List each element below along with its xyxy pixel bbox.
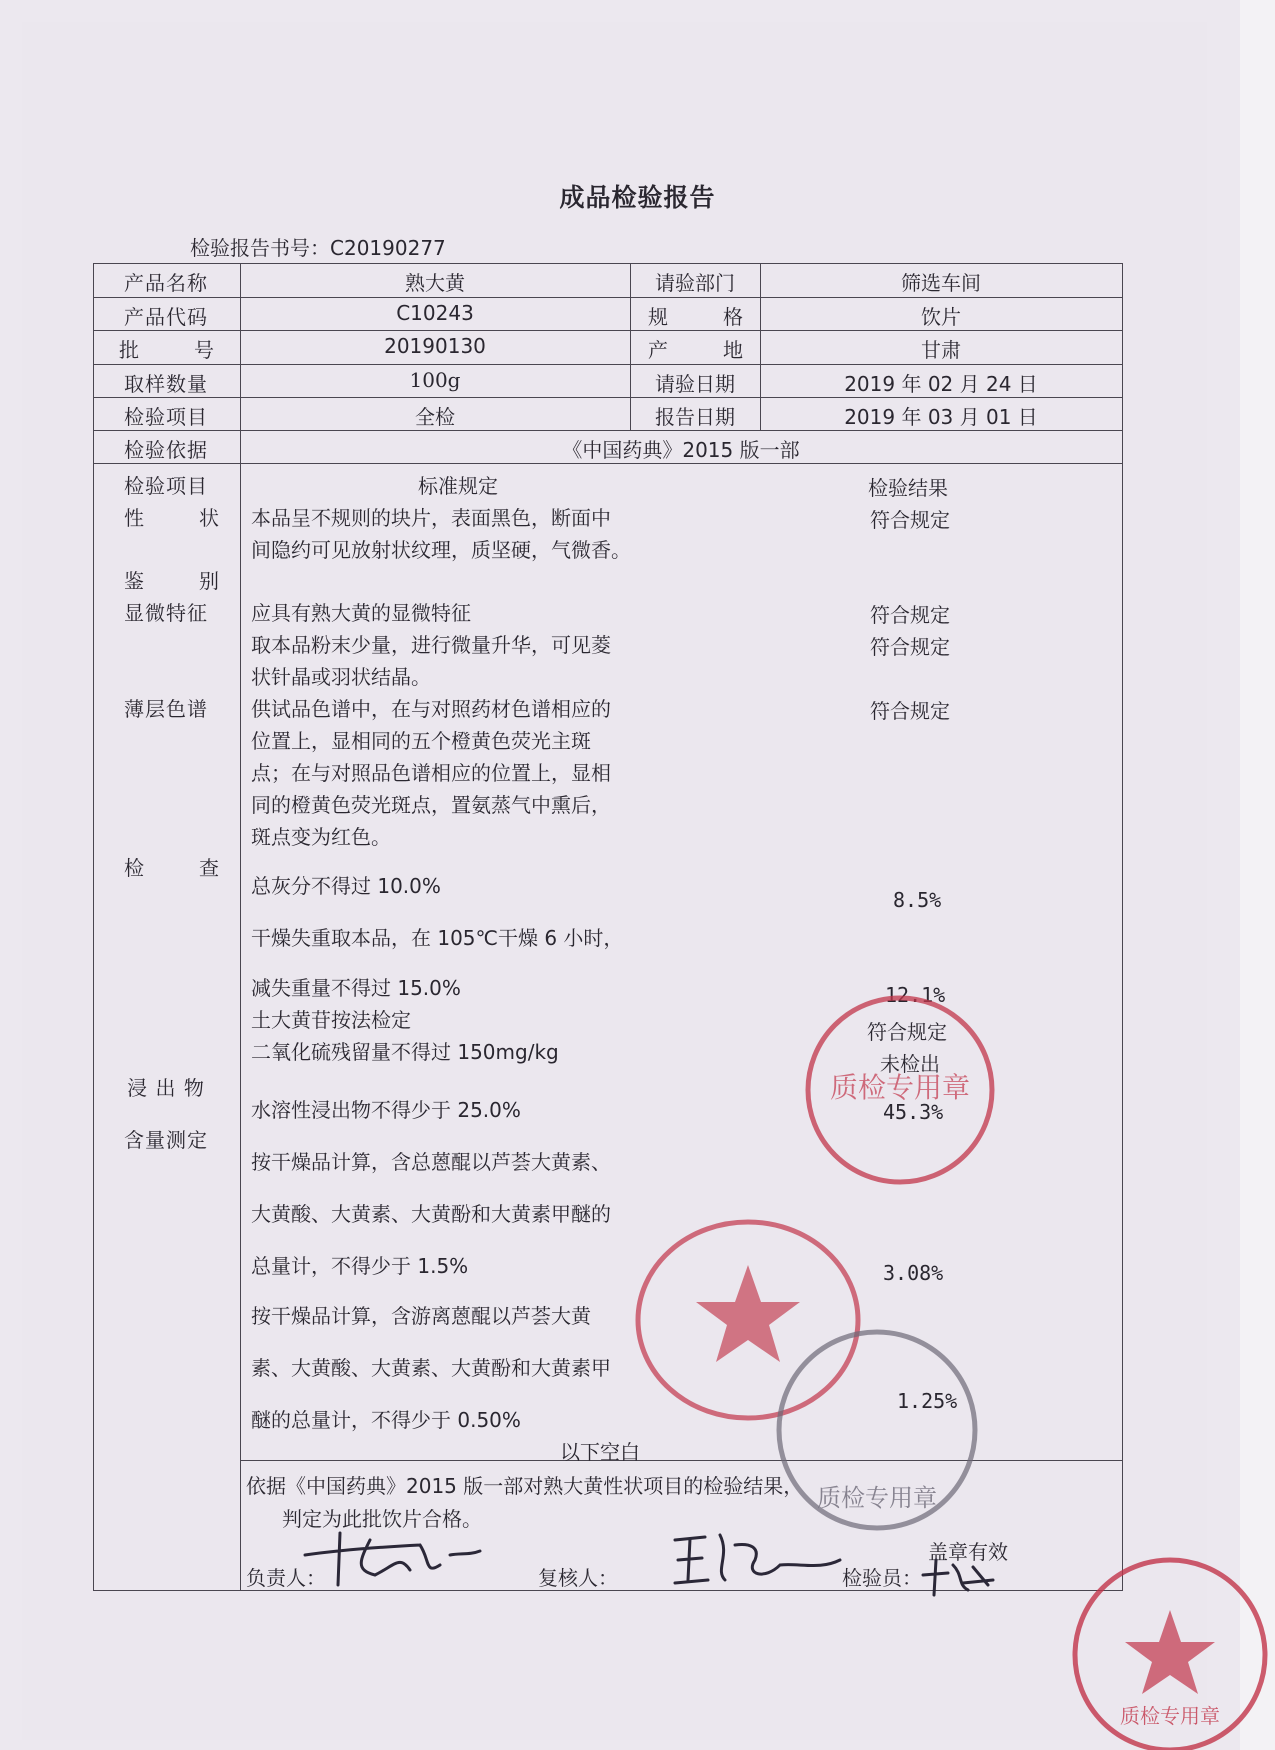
standard-line: 间隐约可见放射状纹理，质坚硬，气微香。 (251, 538, 631, 562)
rule (93, 364, 1123, 365)
inspector-label: 检验员： (842, 1566, 922, 1590)
responsible-signature (300, 1525, 490, 1595)
standard-line: 素、大黄酸、大黄素、大黄酚和大黄素甲 (251, 1356, 611, 1380)
conclusion: 依据《中国药典》2015 版一部对熟大黄性状项目的检验结果， (246, 1474, 804, 1498)
red-seal-1 (795, 985, 1005, 1195)
origin-label-a: 产 (648, 338, 668, 362)
col-item: 检验项目 (124, 474, 208, 498)
rule (93, 330, 1123, 331)
item-value: 全检 (415, 405, 455, 429)
standard-line: 应具有熟大黄的显微特征 (251, 601, 471, 625)
standard-line: 大黄酸、大黄素、大黄酚和大黄素甲醚的 (251, 1202, 611, 1226)
spec-label (648, 301, 743, 330)
batch-label (119, 334, 214, 363)
origin: 甘肃 (921, 338, 961, 362)
basis-label: 检验依据 (124, 438, 208, 462)
red-seal-3 (1060, 1545, 1275, 1750)
rule (1122, 263, 1123, 1590)
gray-seal-text: 质检专用章 (817, 1484, 937, 1512)
blank-note: 以下空白 (560, 1440, 640, 1464)
item-xingzhuang-a: 性 (124, 506, 144, 530)
item-hanliang: 含量测定 (124, 1128, 208, 1152)
batch-label-b: 号 (194, 338, 214, 362)
sample-amount: 100g (409, 368, 461, 392)
result-value: 未检出 (880, 1052, 940, 1076)
rule (93, 263, 94, 1590)
standard-line: 供试品色谱中，在与对照药材色谱相应的 (251, 697, 611, 721)
gray-seal (762, 1320, 992, 1540)
rule (93, 430, 1123, 431)
basis: 《中国药典》2015 版一部 (562, 438, 800, 462)
standard-line: 本品呈不规则的块片，表面黑色，断面中 (251, 506, 611, 530)
request-date-label: 请验日期 (655, 372, 735, 396)
col-standard: 标准规定 (418, 474, 498, 498)
product-code: C10243 (396, 301, 474, 325)
red-seal-3-text: 质检专用章 (1120, 1704, 1220, 1728)
scan-edge (1240, 0, 1275, 1750)
item-xianwei: 显微特征 (124, 601, 208, 625)
standard-line: 总量计，不得少于 1.5% (251, 1254, 469, 1278)
item-jiancha-a: 检 (124, 856, 144, 880)
responsible-label: 负责人： (246, 1566, 326, 1590)
page-title: 成品检验报告 (559, 183, 716, 212)
standard-line: 斑点变为红色。 (251, 825, 391, 849)
standard-line: 按干燥品计算，含游离蒽醌以芦荟大黄 (251, 1304, 591, 1328)
code-label: 产品代码 (124, 305, 208, 329)
result-value: 符合规定 (870, 635, 950, 659)
product-name: 熟大黄 (405, 271, 465, 295)
standard-line: 同的橙黄色荧光斑点，置氨蒸气中熏后， (251, 793, 611, 817)
rule (93, 297, 1123, 298)
origin-label (648, 334, 743, 363)
standard-line: 水溶性浸出物不得少于 25.0% (251, 1098, 521, 1122)
report-number-value: C20190277 (330, 236, 446, 260)
standard-line: 点；在与对照品色谱相应的位置上，显相 (251, 761, 611, 785)
item-jianbie-a: 鉴 (124, 569, 144, 593)
rule (93, 397, 1123, 398)
item-jiancha-b: 查 (199, 856, 219, 880)
rule (93, 463, 1123, 464)
request-date: 2019 年 02 月 24 日 (844, 372, 1038, 396)
item-jiancha (124, 852, 219, 881)
standard-line: 按干燥品计算，含总蒽醌以芦荟大黄素、 (251, 1150, 611, 1174)
red-seal-1-text: 质检专用章 (829, 1071, 971, 1104)
batch-number: 20190130 (384, 334, 486, 358)
item-xingzhuang-b: 状 (199, 506, 219, 530)
batch-label-a: 批 (119, 338, 139, 362)
standard-line: 二氧化硫残留量不得过 150mg/kg (251, 1040, 559, 1064)
dept: 筛选车间 (901, 271, 981, 295)
conclusion-line-2: 判定为此批饮片合格。 (282, 1507, 482, 1531)
result-value: 符合规定 (867, 1020, 947, 1044)
result-value: 符合规定 (870, 699, 950, 723)
item-jinchuwu: 浸 出 物 (127, 1076, 205, 1100)
standard-line: 取本品粉末少量，进行微量升华，可见菱 (251, 633, 611, 657)
result-value: 8.5% (893, 888, 942, 912)
origin-label-b: 地 (723, 338, 743, 362)
spec: 饮片 (921, 305, 961, 329)
standard-line: 状针晶或羽状结晶。 (251, 665, 431, 689)
inspector-signature (918, 1555, 998, 1600)
report-date: 2019 年 03 月 01 日 (844, 405, 1038, 429)
item-label: 检验项目 (124, 405, 208, 429)
standard-line: 总灰分不得过 10.0% (251, 874, 441, 898)
standard-line: 醚的总量计，不得少于 0.50% (251, 1408, 521, 1432)
item-jianbie-b: 别 (199, 569, 219, 593)
result-value: 12.1% (885, 983, 946, 1007)
sample-label: 取样数量 (124, 372, 208, 396)
report-number-label: 检验报告书号： (190, 236, 330, 260)
standard-line: 土大黄苷按法检定 (251, 1008, 411, 1032)
result-value: 3.08% (883, 1261, 944, 1285)
col-result: 检验结果 (868, 476, 948, 500)
result-value: 符合规定 (870, 603, 950, 627)
result-value: 1.25% (897, 1389, 958, 1413)
item-jianbie (124, 565, 219, 594)
item-bocengsepu: 薄层色谱 (124, 697, 208, 721)
stamp-valid-note: 盖章有效 (928, 1540, 1008, 1564)
rule (93, 263, 1123, 264)
dept-label: 请验部门 (655, 271, 735, 295)
reviewer-label: 复核人： (538, 1566, 618, 1590)
spec-label-a: 规 (648, 305, 668, 329)
report-date-label: 报告日期 (655, 405, 735, 429)
standard-line: 减失重量不得过 15.0% (251, 976, 461, 1000)
standard-line: 位置上，显相同的五个橙黄色荧光主斑 (251, 729, 591, 753)
result-value: 符合规定 (870, 508, 950, 532)
spec-label-b: 格 (723, 305, 743, 329)
product-name-label: 产品名称 (124, 271, 208, 295)
item-xingzhuang (124, 502, 219, 531)
result-value: 45.3% (883, 1100, 944, 1124)
standard-line: 干燥失重取本品，在 105℃干燥 6 小时， (251, 926, 624, 950)
report-number (190, 232, 446, 261)
